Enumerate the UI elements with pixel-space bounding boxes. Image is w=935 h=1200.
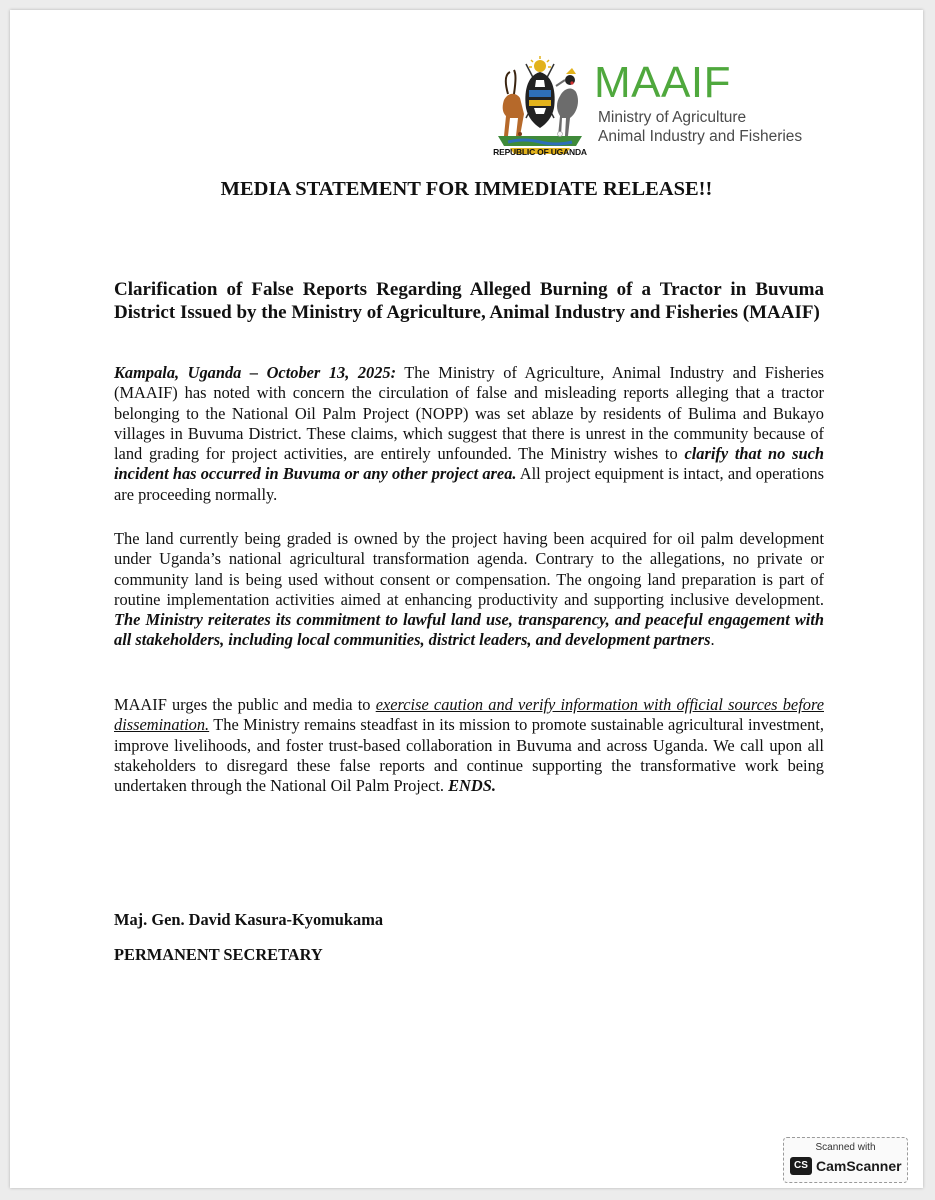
uganda-coat-of-arms-icon xyxy=(490,56,590,160)
paragraph-3-text-b: The Ministry remains steadfast in its mission to promote sustainable agricultural investment, improve livelihoods, and foster trust-based collaboration in Buvuma and across Uganda. We call upon all stakeholders to disregard these false reports and continue supporting the transformative work being undertaken through the National Oil Palm Project. xyxy=(114,715,824,796)
ministry-name-line-2: Animal Industry and Fisheries xyxy=(598,128,803,145)
camscanner-name: CamScanner xyxy=(816,1158,902,1174)
paragraph-2-text-a: The land currently being graded is owned by the project having been acquired for oil palm development under Uganda’s national agricultural transformation agenda. Contrary to the allegations, no private or community land is being used without consent or compensation. The ongoing land preparation is part of routine implementation activities aimed at enhancing productivity and supporting inclusive development. xyxy=(114,529,824,609)
dateline: Kampala, Uganda – October 13, 2025: xyxy=(114,363,397,382)
coat-of-arms-caption: REPUBLIC OF UGANDA xyxy=(493,147,587,157)
paragraph-2-emphasis: The Ministry reiterates its commitment to lawful land use, transparency, and peaceful engagement with all stakeholders, including local communities, district leaders, and development partners xyxy=(114,610,824,650)
statement-title: Clarification of False Reports Regarding Alleged Burning of a Tractor in Buvuma District Issued by the Ministry of Agriculture, Animal Industry and Fisheries (MAAIF) xyxy=(114,279,824,323)
camscanner-logo-icon: CS xyxy=(790,1157,812,1175)
camscanner-watermark xyxy=(783,1137,908,1183)
ends-marker: ENDS. xyxy=(448,776,496,796)
paragraph-1 xyxy=(114,363,824,505)
paragraph-3-text-a: MAAIF urges the public and media to xyxy=(114,695,376,714)
release-headline: MEDIA STATEMENT FOR IMMEDIATE RELEASE!! xyxy=(220,178,713,200)
document-page xyxy=(10,10,923,1188)
ministry-name-line-1: Ministry of Agriculture xyxy=(598,109,747,126)
paragraph-1-emphasis: clarify that no such incident has occurred in Buvuma or any other project area. xyxy=(114,444,824,484)
paragraph-2 xyxy=(114,529,824,651)
paragraph-3-underlined: exercise caution and verify information with official sources before dissemination. xyxy=(114,695,824,735)
signatory-name: Maj. Gen. David Kasura-Kyomukama xyxy=(114,910,384,929)
paragraph-2-text-b: . xyxy=(710,630,715,650)
paragraph-1-text-b: All project equipment is intact, and operations are proceeding normally. xyxy=(114,464,824,504)
ministry-acronym: MAAIF xyxy=(594,58,731,107)
paragraph-1-text-a: The Ministry of Agriculture, Animal Industry and Fisheries (MAAIF) has noted with concern the circulation of false and misleading reports alleging that a tractor belonging to the National Oil Palm Project (NOPP) was set ablaze by residents of Bulima and Bukayo villages in Buvuma District. These claims, which suggest that there is unrest in the community because of land grading for project activities, are entirely unfounded. The Ministry wishes to xyxy=(114,363,824,464)
scanned-with-label: Scanned with xyxy=(815,1142,876,1153)
signatory-title: PERMANENT SECRETARY xyxy=(114,945,323,964)
paragraph-3 xyxy=(114,695,824,796)
